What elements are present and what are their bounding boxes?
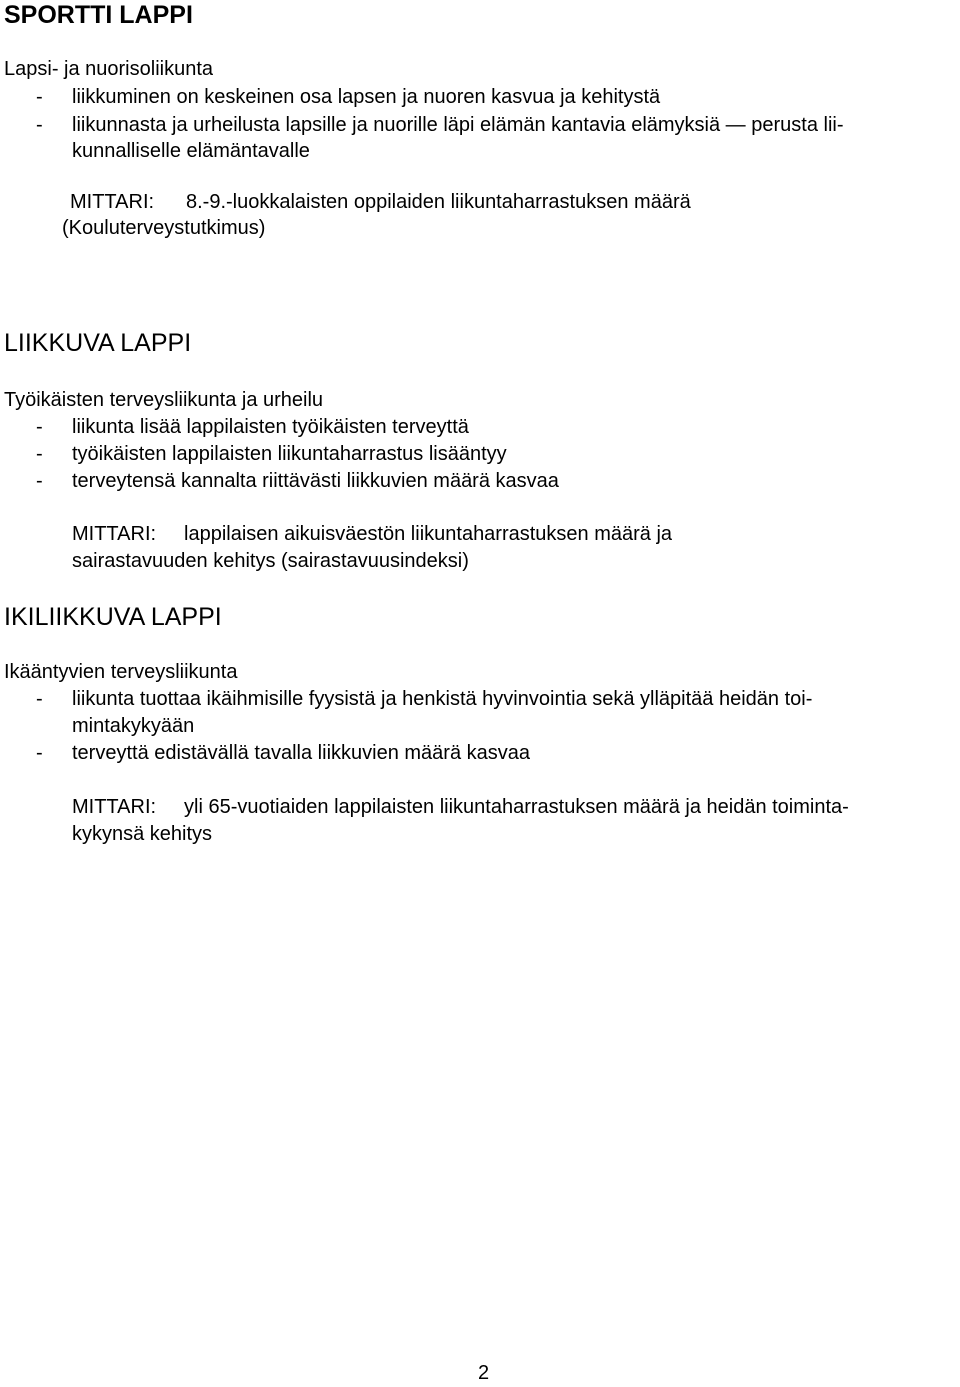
subheading-ikaantyvien-terveysliikunta: Ikääntyvien terveysliikunta <box>4 661 238 683</box>
bullet-text: työikäisten lappilaisten liikuntaharrastus lisääntyy <box>72 443 507 465</box>
mittari-text: yli 65-vuotiaiden lappilaisten liikuntaharrastuksen määrä ja heidän toiminta- <box>184 796 849 818</box>
page-number: 2 <box>478 1362 490 1384</box>
bullet-text: liikunnasta ja urheilusta lapsille ja nuorille läpi elämän kantavia elämyksiä — perusta lii- <box>72 114 844 136</box>
section-heading-ikiliikkuva-lappi: IKILIIKKUVA LAPPI <box>4 603 222 631</box>
mittari-text-continuation: (Kouluterveystutkimus) <box>62 217 266 239</box>
bullet-dash: - <box>36 416 43 438</box>
mittari-text: lappilaisen aikuisväestön liikuntaharrastuksen määrä ja <box>184 523 673 545</box>
mittari-label: MITTARI: <box>72 523 157 545</box>
mittari-label: MITTARI: <box>70 191 155 213</box>
bullet-dash: - <box>36 470 43 492</box>
bullet-dash: - <box>36 86 43 108</box>
section-heading-sportti-lappi: SPORTTI LAPPI <box>4 1 193 29</box>
bullet-dash: - <box>36 688 43 710</box>
bullet-text-continuation: kunnalliselle elämäntavalle <box>72 140 310 162</box>
section-heading-liikkuva-lappi: LIIKKUVA LAPPI <box>4 329 192 357</box>
bullet-dash: - <box>36 443 43 465</box>
bullet-text: liikunta lisää lappilaisten työikäisten terveyttä <box>72 416 469 438</box>
bullet-dash: - <box>36 114 43 136</box>
subheading-lapsi-nuorisoliikunta: Lapsi- ja nuorisoliikunta <box>4 58 214 80</box>
subheading-tyoikaisten-terveysliikunta: Työikäisten terveysliikunta ja urheilu <box>4 389 324 411</box>
mittari-text-continuation: kykynsä kehitys <box>72 823 213 845</box>
bullet-dash: - <box>36 742 43 764</box>
bullet-text: terveyttä edistävällä tavalla liikkuvien määrä kasvaa <box>72 742 530 764</box>
mittari-text-continuation: sairastavuuden kehitys (sairastavuusindeksi) <box>72 550 469 572</box>
mittari-text: 8.-9.-luokkalaisten oppilaiden liikuntaharrastuksen määrä <box>186 191 691 213</box>
bullet-text: liikunta tuottaa ikäihmisille fyysistä ja henkistä hyvinvointia sekä ylläpitää heidän toi- <box>72 688 813 710</box>
bullet-text: liikkuminen on keskeinen osa lapsen ja nuoren kasvua ja kehitystä <box>72 86 661 108</box>
bullet-text: terveytensä kannalta riittävästi liikkuvien määrä kasvaa <box>72 470 559 492</box>
mittari-label: MITTARI: <box>72 796 157 818</box>
bullet-text-continuation: mintakykyään <box>72 715 195 737</box>
